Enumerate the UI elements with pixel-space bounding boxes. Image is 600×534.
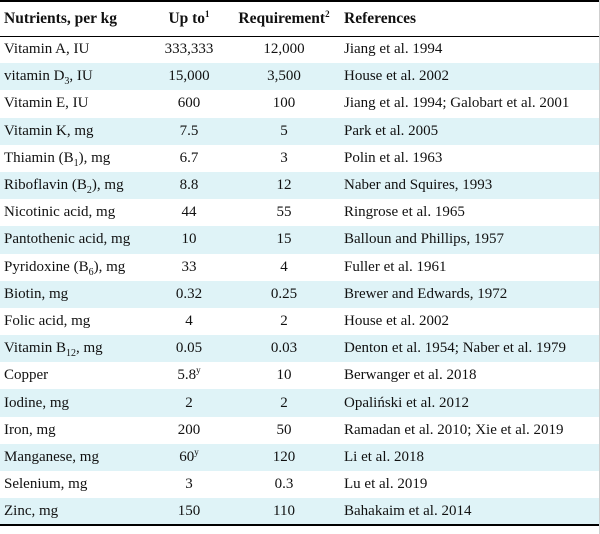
nutrient-subscript: 1: [73, 157, 79, 169]
nutrient-name: Vitamin K, mg: [4, 122, 94, 139]
nutrient-name: Riboflavin (B: [4, 177, 87, 194]
table-row: [0, 36, 600, 63]
up-to-cell: [150, 335, 228, 362]
requirement-cell: [228, 36, 340, 63]
nutrient-subscript: 6: [88, 266, 94, 278]
nutrient-name: Selenium, mg: [4, 476, 88, 493]
reference-cell: [340, 145, 600, 172]
nutrient-name: Thiamin (B: [4, 149, 74, 166]
up-to-cell: [150, 444, 228, 471]
reference-cell: [340, 118, 600, 145]
up-to-footnote: y: [194, 446, 199, 457]
reference-text: Bahakaim et al. 2014: [344, 502, 472, 519]
up-to-value: 4: [185, 312, 193, 329]
requirement-value: 5: [280, 122, 288, 139]
requirement-cell: [228, 145, 340, 172]
up-to-value: 0.05: [175, 340, 203, 357]
nutrient-unit: , mg: [76, 340, 103, 357]
nutrient-name: Nicotinic acid, mg: [4, 204, 116, 221]
nutrient-subscript: 2: [86, 185, 92, 197]
up-to-cell: [150, 471, 228, 498]
up-to-cell: [150, 362, 228, 389]
reference-cell: [340, 417, 600, 444]
nutrient-name-cell: [0, 362, 150, 389]
header-requirement-footnote: 2: [325, 8, 330, 19]
reference-cell: [340, 498, 600, 525]
reference-text: Berwanger et al. 2018: [344, 367, 477, 384]
header-references: References: [340, 1, 600, 36]
table-row: [0, 226, 600, 253]
table-body: [0, 36, 600, 525]
table-row: [0, 90, 600, 117]
nutrient-name: Vitamin A, IU: [4, 41, 90, 58]
up-to-footnote: y: [196, 365, 201, 376]
reference-cell: [340, 36, 600, 63]
up-to-value: 333,333: [164, 41, 214, 58]
nutrient-name: Iron, mg: [4, 421, 56, 438]
reference-cell: [340, 335, 600, 362]
reference-text: Polin et al. 1963: [344, 149, 443, 166]
table-row: [0, 471, 600, 498]
requirement-value: 0.03: [270, 340, 298, 357]
up-to-value: 6.7: [179, 149, 199, 166]
requirement-value: 50: [276, 421, 292, 438]
up-to-cell: [150, 498, 228, 525]
requirement-cell: [228, 308, 340, 335]
up-to-value: 8.8: [179, 177, 199, 194]
nutrient-name-cell: [0, 281, 150, 308]
up-to-value: 2: [185, 394, 193, 411]
up-to-value: 200: [177, 421, 201, 438]
requirement-cell: [228, 335, 340, 362]
up-to-cell: [150, 118, 228, 145]
table-row: [0, 498, 600, 525]
nutrient-name: Vitamin B: [4, 340, 67, 357]
nutrient-name: Biotin, mg: [4, 285, 69, 302]
requirement-value: 100: [272, 95, 296, 112]
up-to-cell: [150, 145, 228, 172]
requirement-cell: [228, 199, 340, 226]
up-to-cell: [150, 199, 228, 226]
nutrient-name-cell: [0, 118, 150, 145]
nutrient-name-cell: [0, 199, 150, 226]
table-row: [0, 63, 600, 90]
reference-text: House et al. 2002: [344, 68, 449, 85]
header-up-to: Up $to^1$: [150, 1, 228, 36]
nutrient-name-cell: [0, 254, 150, 281]
requirement-value: 2: [280, 312, 288, 329]
requirement-value: 2: [280, 394, 288, 411]
requirement-cell: [228, 226, 340, 253]
up-to-cell: [150, 281, 228, 308]
table-row: [0, 389, 600, 416]
requirement-cell: [228, 389, 340, 416]
nutrient-name-cell: [0, 335, 150, 362]
up-to-value: 5.8: [177, 367, 197, 384]
up-to-value: 7.5: [179, 122, 199, 139]
reference-text: Li et al. 2018: [344, 448, 424, 465]
nutrient-name: Zinc, mg: [4, 502, 59, 519]
reference-text: Park et al. 2005: [344, 122, 439, 139]
up-to-cell: [150, 36, 228, 63]
requirement-cell: [228, 254, 340, 281]
reference-cell: [340, 389, 600, 416]
reference-cell: [340, 281, 600, 308]
table-header: [0, 1, 600, 36]
table-row: [0, 444, 600, 471]
nutrient-name: Vitamin E, IU: [4, 95, 89, 112]
table-row: [0, 308, 600, 335]
reference-text: Ramadan et al. 2010; Xie et al. 2019: [344, 421, 564, 438]
requirement-value: 12: [276, 177, 292, 194]
nutrient-name: Copper: [4, 367, 49, 384]
nutrient-name-cell: [0, 389, 150, 416]
requirement-value: 3,500: [267, 68, 301, 85]
nutrient-unit: , IU: [69, 68, 93, 85]
up-to-value: 600: [177, 95, 201, 112]
table-row: [0, 254, 600, 281]
nutrient-name-cell: [0, 308, 150, 335]
requirement-cell: [228, 172, 340, 199]
table-row: [0, 172, 600, 199]
up-to-cell: [150, 417, 228, 444]
requirement-value: 0.3: [274, 476, 294, 493]
nutrient-name-cell: [0, 417, 150, 444]
requirement-cell: [228, 498, 340, 525]
table-row: [0, 199, 600, 226]
up-to-value: 150: [177, 502, 201, 519]
nutrient-name: vitamin D: [4, 68, 65, 85]
reference-text: Lu et al. 2019: [344, 476, 428, 493]
nutrient-name-cell: [0, 226, 150, 253]
up-to-value: 33: [181, 258, 197, 275]
nutrient-name-cell: [0, 498, 150, 525]
reference-text: Jiang et al. 1994; Galobart et al. 2001: [344, 95, 570, 112]
up-to-value: 0.32: [175, 285, 203, 302]
requirement-value: 10: [276, 367, 292, 384]
up-to-value: 15,000: [168, 68, 210, 85]
up-to-cell: [150, 63, 228, 90]
nutrient-name: Iodine, mg: [4, 394, 69, 411]
requirement-value: 3: [280, 149, 288, 166]
reference-cell: [340, 226, 600, 253]
up-to-cell: [150, 389, 228, 416]
up-to-value: 3: [185, 476, 193, 493]
nutrient-unit: ), mg: [91, 177, 124, 194]
reference-cell: [340, 63, 600, 90]
requirement-cell: [228, 417, 340, 444]
nutrient-name-cell: [0, 145, 150, 172]
nutrient-name-cell: [0, 444, 150, 471]
nutrient-subscript: 12: [66, 348, 77, 360]
reference-text: Denton et al. 1954; Naber et al. 1979: [344, 340, 567, 357]
reference-text: Ringrose et al. 1965: [344, 204, 465, 221]
requirement-value: 12,000: [263, 41, 305, 58]
reference-cell: [340, 362, 600, 389]
nutrient-name-cell: [0, 471, 150, 498]
reference-cell: [340, 444, 600, 471]
requirement-cell: [228, 444, 340, 471]
nutrient-name: Pantothenic acid, mg: [4, 231, 131, 248]
nutrient-name-cell: [0, 172, 150, 199]
requirement-value: 15: [276, 231, 292, 248]
reference-cell: [340, 199, 600, 226]
requirement-value: 55: [276, 204, 292, 221]
requirement-cell: [228, 281, 340, 308]
reference-cell: [340, 90, 600, 117]
reference-text: Jiang et al. 1994: [344, 41, 443, 58]
up-to-value: 10: [181, 231, 197, 248]
requirement-value: 0.25: [270, 285, 298, 302]
nutrient-unit: ), mg: [93, 258, 126, 275]
requirement-cell: [228, 63, 340, 90]
requirement-value: 4: [280, 258, 288, 275]
nutrient-name: Pyridoxine (B: [4, 258, 89, 275]
up-to-value: 60: [179, 448, 195, 465]
reference-text: Brewer and Edwards, 1972: [344, 285, 508, 302]
reference-text: Opaliński et al. 2012: [344, 394, 469, 411]
header-requirement: Requirement$^2$: [228, 1, 340, 36]
requirement-cell: [228, 471, 340, 498]
table-row: [0, 118, 600, 145]
table-row: [0, 281, 600, 308]
up-to-cell: [150, 90, 228, 117]
reference-text: Fuller et al. 1961: [344, 258, 447, 275]
nutrient-name-cell: [0, 36, 150, 63]
nutrient-name: Manganese, mg: [4, 448, 99, 465]
reference-cell: [340, 172, 600, 199]
requirement-value: 120: [272, 448, 296, 465]
requirement-cell: [228, 90, 340, 117]
nutrient-unit: ), mg: [78, 149, 111, 166]
header-up-to-footnote: 1: [205, 8, 210, 19]
up-to-cell: [150, 226, 228, 253]
table-row: [0, 417, 600, 444]
up-to-cell: [150, 308, 228, 335]
header-nutrients: Nutrients, per kg: [0, 1, 150, 36]
table-row: [0, 145, 600, 172]
up-to-cell: [150, 254, 228, 281]
reference-text: Balloun and Phillips, 1957: [344, 231, 505, 248]
reference-text: Naber and Squires, 1993: [344, 177, 493, 194]
header-row: [0, 1, 600, 36]
nutrient-subscript: 3: [64, 76, 70, 88]
up-to-cell: [150, 172, 228, 199]
reference-cell: [340, 308, 600, 335]
reference-cell: [340, 471, 600, 498]
requirement-cell: [228, 118, 340, 145]
requirement-cell: [228, 362, 340, 389]
requirement-value: 110: [273, 502, 295, 519]
table-row: [0, 335, 600, 362]
reference-text: House et al. 2002: [344, 312, 449, 329]
nutrient-name-cell: [0, 90, 150, 117]
nutrient-name: Folic acid, mg: [4, 312, 91, 329]
table-row: [0, 362, 600, 389]
up-to-value: 44: [181, 204, 197, 221]
reference-cell: [340, 254, 600, 281]
nutrient-name-cell: [0, 63, 150, 90]
